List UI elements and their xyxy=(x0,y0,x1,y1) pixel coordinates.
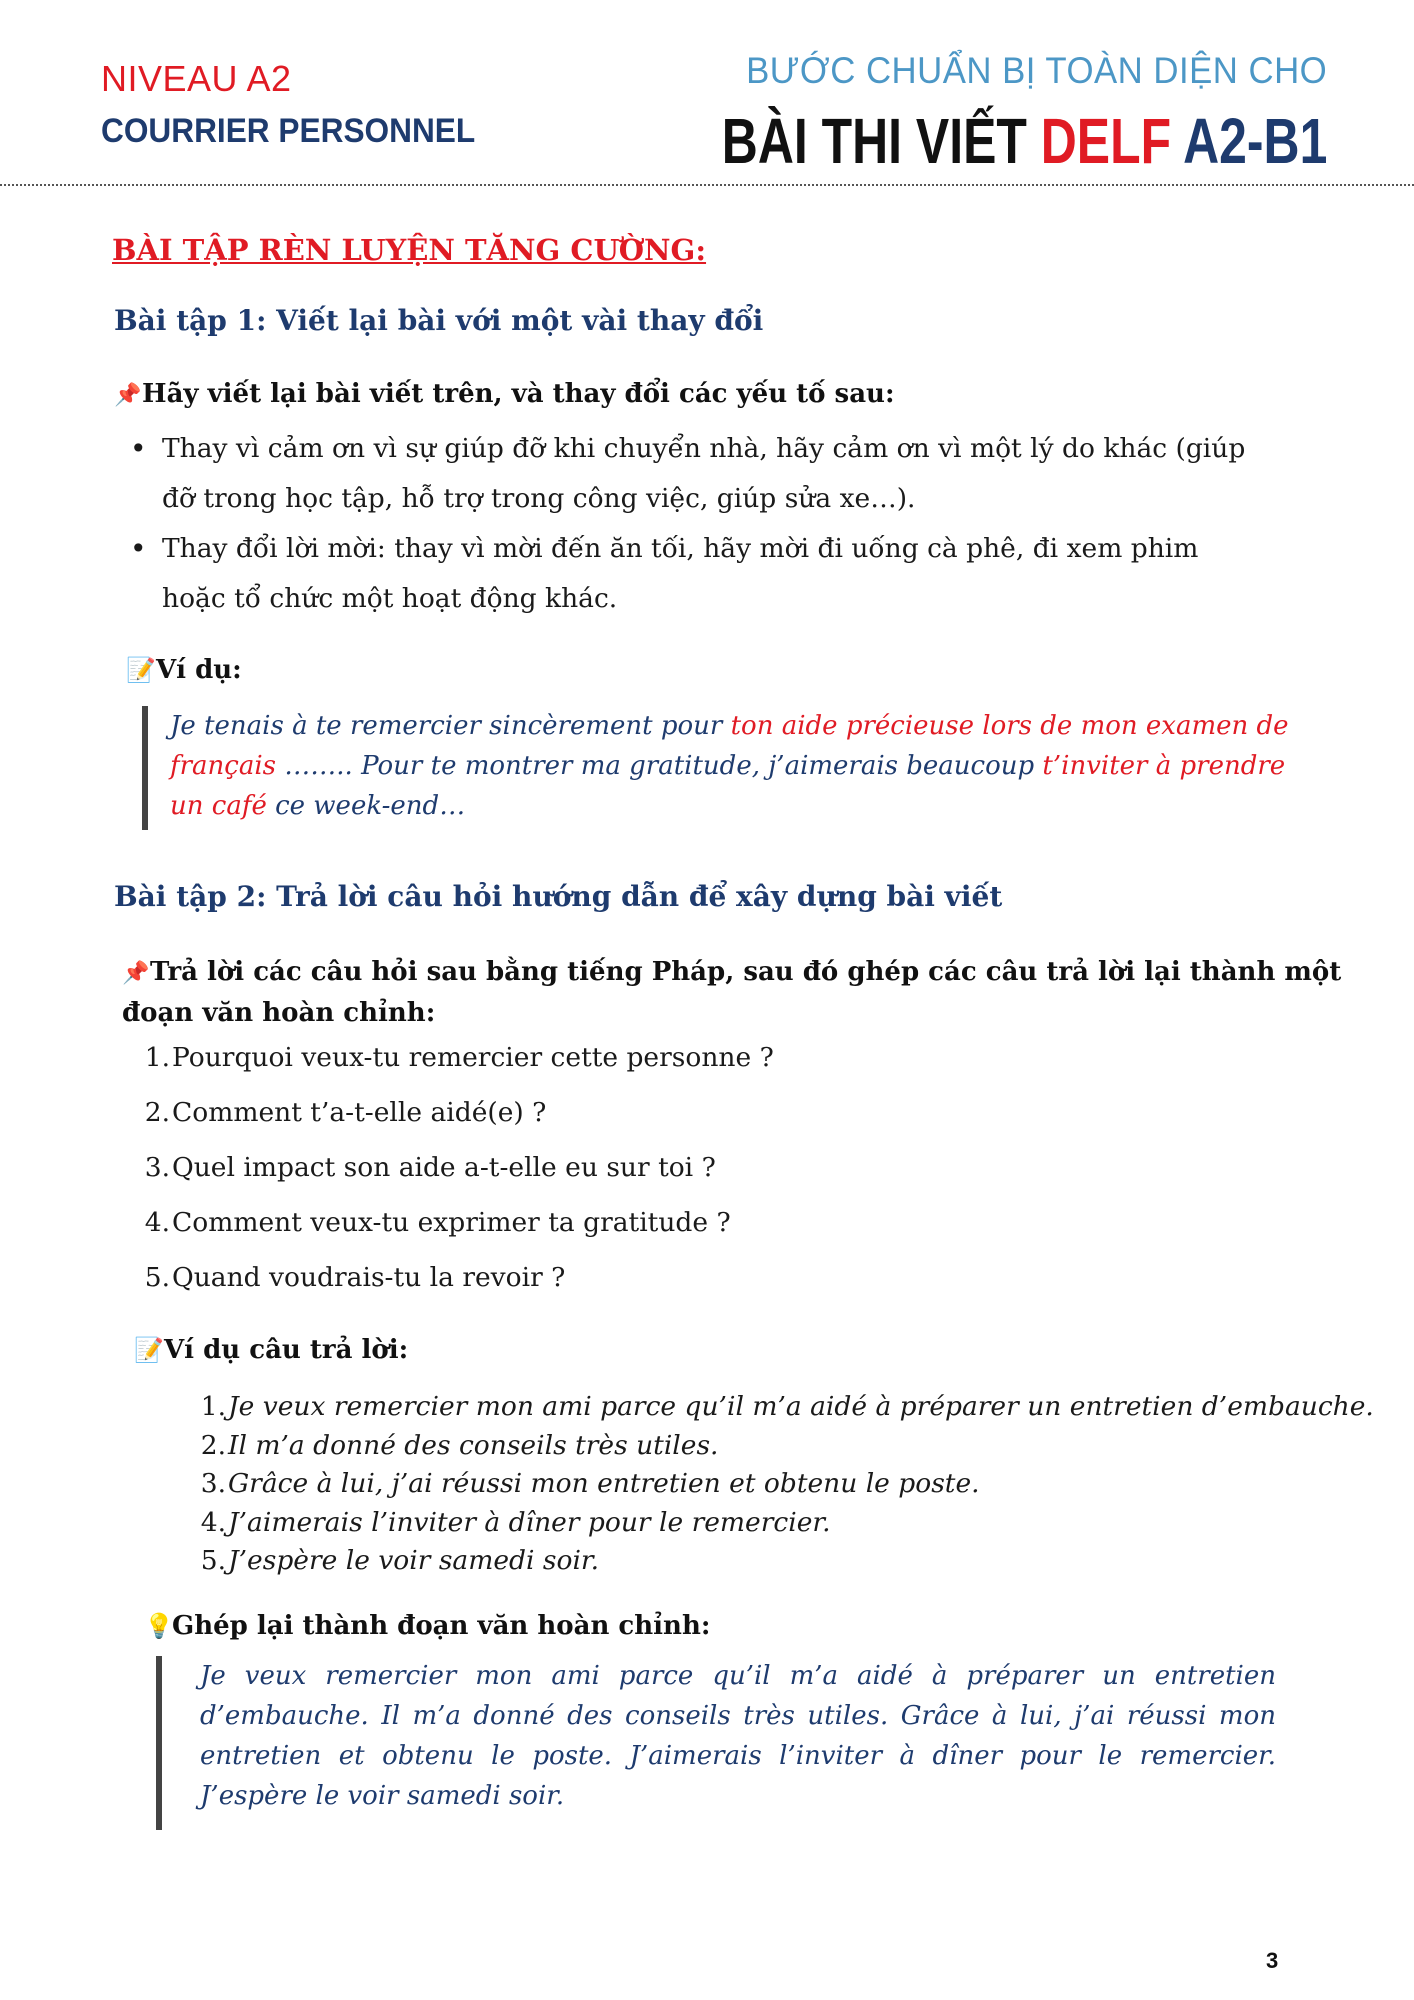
answers-label-text: Ví dụ câu trả lời: xyxy=(164,1335,409,1365)
answer-item xyxy=(196,1427,1346,1466)
lightbulb-icon: 💡 xyxy=(144,1611,174,1640)
bullet-item: • Thay vì cảm ơn vì sự giúp đỡ khi chuyển nhà, hãy cảm ơn vì một lý do khác (giúp đỡ trong học tập, hỗ trợ trong công việc, giúp sửa xe…). xyxy=(130,424,1260,524)
answer-text: Je veux remercier mon ami parce qu’il m’a aidé à préparer un entretien d’embauche. xyxy=(228,1391,1374,1422)
bullet-item: • Thay đổi lời mời: thay vì mời đến ăn tối, hãy mời đi uống cà phê, đi xem phim hoặc tổ chức một hoạt động khác. xyxy=(130,524,1260,624)
answer-number: 4. xyxy=(200,1506,226,1538)
answer-item xyxy=(196,1504,1346,1543)
answer-list xyxy=(196,1388,1374,1581)
level-label: NIVEAU A2 xyxy=(101,58,292,99)
answers-label xyxy=(134,1330,408,1370)
question-item xyxy=(140,1203,1240,1258)
answer-number: 1. xyxy=(200,1391,226,1422)
memo-icon: 📝 xyxy=(134,1335,164,1364)
exercise1-example-label xyxy=(126,650,242,690)
question-number: 5. xyxy=(144,1262,170,1293)
answer-number: 3. xyxy=(200,1468,226,1499)
pushpin-icon: 📌 xyxy=(114,382,142,408)
question-text: Pourquoi veux-tu remercier cette personne ? xyxy=(172,1042,774,1073)
exercise2-title: Bài tập 2: Trả lời câu hỏi hướng dẫn để xây dựng bài viết xyxy=(114,880,1003,913)
answer-text: Il m’a donné des conseils très utiles. xyxy=(228,1429,719,1461)
question-number: 1. xyxy=(144,1042,170,1073)
exercise1-bullet-list xyxy=(130,424,1260,624)
answer-number: 5. xyxy=(200,1545,226,1576)
question-list xyxy=(140,1038,1240,1313)
header-title-level: A2-B1 xyxy=(1170,105,1327,177)
header-title-part1: BÀI THI VIẾT xyxy=(721,105,1041,177)
example-part: …….. Pour te montrer ma gratitude, j’aimerais beaucoup xyxy=(276,751,1043,781)
answer-item xyxy=(196,1465,1346,1504)
question-text: Comment t’a-t-elle aidé(e) ? xyxy=(172,1097,547,1128)
example-highlight: ton aide précieuse lors de mon examen de français xyxy=(170,711,1289,781)
combined-paragraph: Je veux remercier mon ami parce qu’il m’a aidé à préparer un entretien d’embauche. Il m’a donné des conseils très utiles. Grâce à lui, j’ai réussi mon entretien et obtenu le poste. J’aimerais l’inviter à dîner pour le remercier. J’espère le voir samedi soir. xyxy=(156,1656,1276,1830)
exercise1-instruction-text: Hãy viết lại bài viết trên, và thay đổi các yếu tố sau: xyxy=(142,379,895,409)
section-title: BÀI TẬP RÈN LUYỆN TĂNG CƯỜNG: xyxy=(112,233,707,267)
question-text: Quand voudrais-tu la revoir ? xyxy=(172,1262,566,1293)
topic-label: COURRIER PERSONNEL xyxy=(101,112,476,150)
exercise1-instruction xyxy=(114,374,895,415)
answer-item xyxy=(196,1388,1374,1427)
pushpin-icon: 📌 xyxy=(122,960,150,986)
question-item xyxy=(140,1148,1240,1203)
header-subtitle: BƯỚC CHUẨN BỊ TOÀN DIỆN CHO xyxy=(745,50,1327,91)
header-title xyxy=(721,104,1327,178)
answer-text: Grâce à lui, j’ai réussi mon entretien et obtenu le poste. xyxy=(228,1468,980,1499)
question-item xyxy=(140,1258,1240,1313)
memo-icon: 📝 xyxy=(126,655,156,684)
question-number: 3. xyxy=(144,1152,170,1183)
example-highlight: t’inviter à prendre un café xyxy=(170,751,1286,821)
answer-number: 2. xyxy=(200,1429,226,1461)
question-number: 4. xyxy=(144,1207,170,1238)
example-label-text: Ví dụ: xyxy=(156,655,242,685)
question-text: Quel impact son aide a-t-elle eu sur toi ? xyxy=(172,1152,716,1183)
exercise2-instruction-line1: Trả lời các câu hỏi sau bằng tiếng Pháp, sau đó ghép các câu trả lời lại thành một xyxy=(150,957,1342,987)
combine-label-text: Ghép lại thành đoạn văn hoàn chỉnh: xyxy=(172,1611,711,1641)
question-item xyxy=(140,1038,1240,1093)
question-number: 2. xyxy=(144,1097,170,1128)
exercise2-instruction-line2: đoạn văn hoàn chỉnh: xyxy=(122,998,436,1028)
page-header xyxy=(0,0,1414,186)
page-number: 3 xyxy=(1266,1948,1279,1973)
question-text: Comment veux-tu exprimer ta gratitude ? xyxy=(172,1207,731,1238)
combine-label xyxy=(144,1606,710,1646)
question-item xyxy=(140,1093,1240,1148)
exercise1-title: Bài tập 1: Viết lại bài với một vài thay đổi xyxy=(114,304,764,337)
example-part: ce week-end… xyxy=(266,791,466,821)
example-part: Je tenais à te remercier sincèrement pour xyxy=(170,711,731,741)
answer-text: J’aimerais l’inviter à dîner pour le remercier. xyxy=(228,1506,831,1538)
header-title-delf: DELF xyxy=(1040,105,1171,177)
answer-item xyxy=(196,1542,1346,1581)
exercise2-instruction xyxy=(122,952,1341,1033)
example-quote xyxy=(142,706,1292,830)
answer-text: J’espère le voir samedi soir. xyxy=(228,1545,600,1576)
